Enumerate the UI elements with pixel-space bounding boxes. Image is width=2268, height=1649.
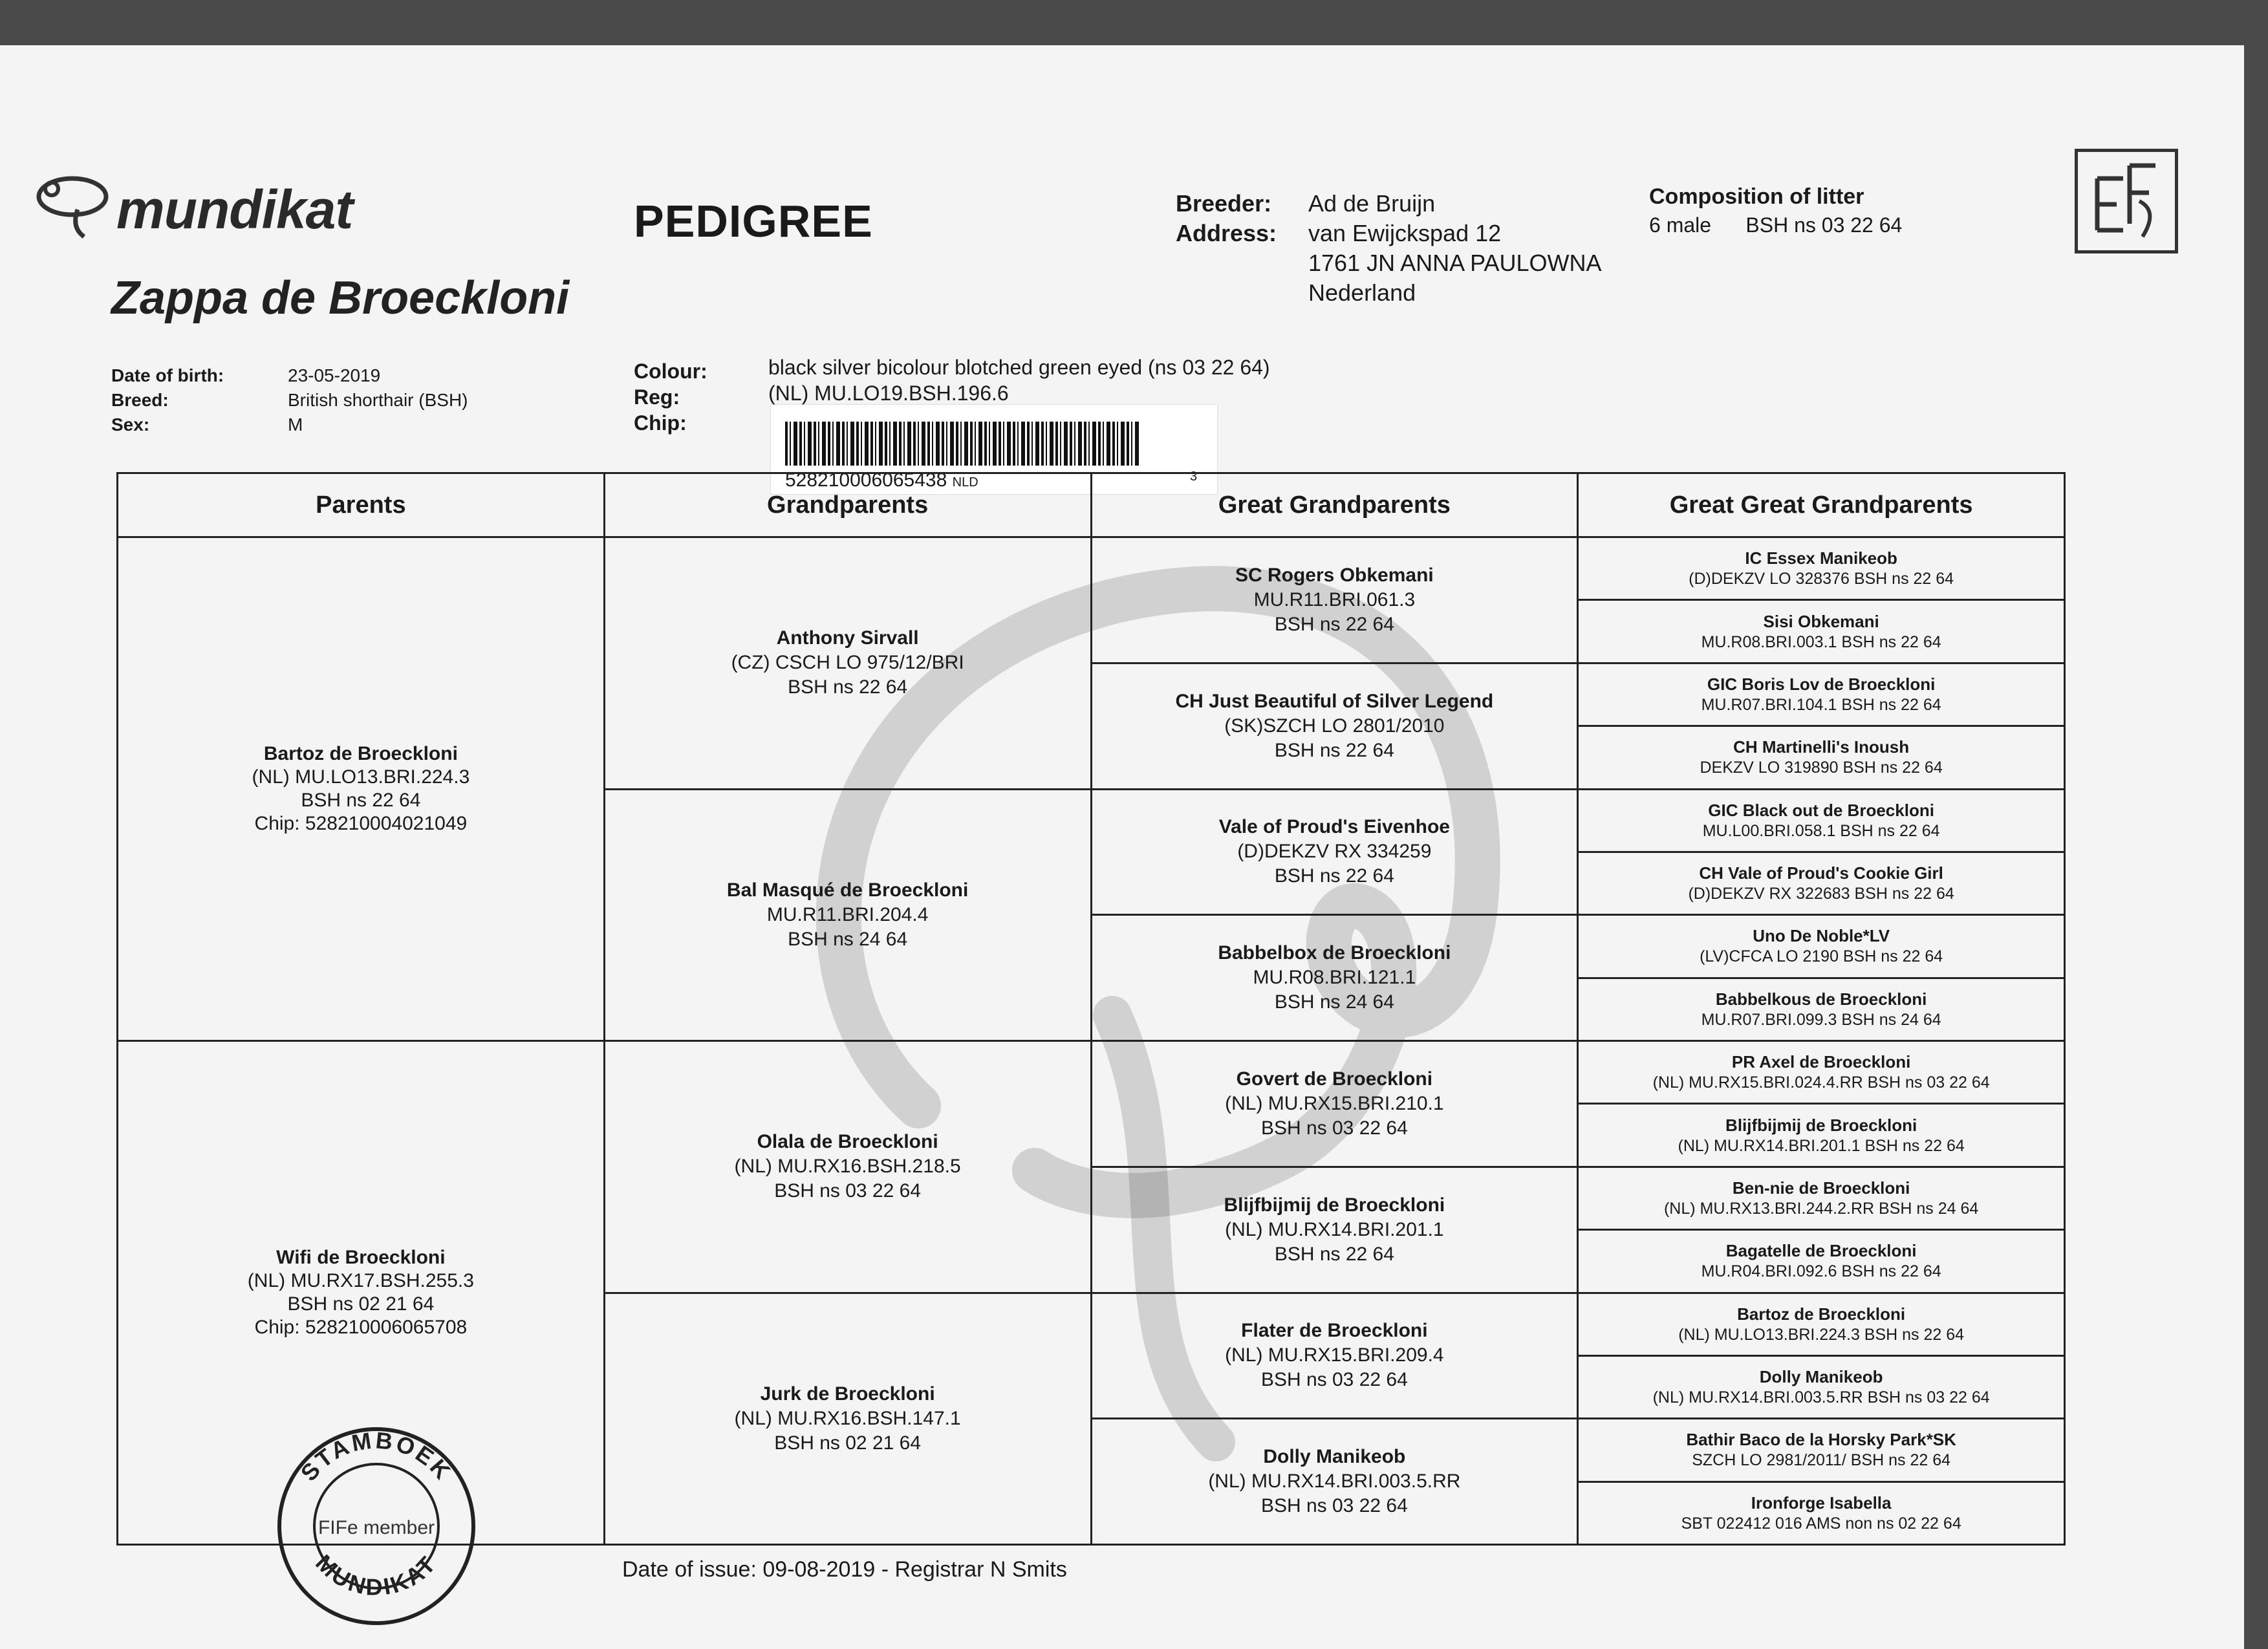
pedigree-row	[118, 537, 2065, 600]
great-great-grandparent-detail: SBT 022412 016 AMS non ns 02 22 64	[1681, 1514, 1961, 1533]
great-great-grandparent-name: Dolly Manikeob	[1759, 1367, 1883, 1387]
great-great-grandparent	[1578, 915, 2065, 978]
parent-detail: Chip: 528210004021049	[254, 813, 468, 834]
barcode	[785, 422, 1141, 466]
great-great-grandparent-detail: MU.R07.BRI.099.3 BSH ns 24 64	[1701, 1010, 1941, 1029]
grandparent-name: Jurk de Broeckloni	[760, 1383, 935, 1405]
great-great-grandparent-name: Ben-nie de Broeckloni	[1732, 1178, 1910, 1198]
litter-code: BSH ns 03 22 64	[1745, 213, 1903, 237]
great-great-grandparent-name: Babbelkous de Broeckloni	[1715, 989, 1927, 1009]
grandparent-detail: BSH ns 22 64	[788, 676, 908, 698]
great-great-grandparent-name: CH Martinelli's Inoush	[1733, 737, 1910, 757]
great-great-grandparent	[1578, 852, 2065, 914]
great-great-grandparent-detail: DEKZV LO 319890 BSH ns 22 64	[1700, 759, 1943, 777]
great-great-grandparent	[1578, 663, 2065, 726]
svg-text:STAMBOEK	[296, 1427, 458, 1486]
great-great-grandparent-name: PR Axel de Broeckloni	[1731, 1052, 1911, 1072]
parent-detail: (NL) MU.RX17.BSH.255.3	[247, 1270, 474, 1291]
chip-index: 3	[1190, 469, 1198, 484]
great-great-grandparent-name: GIC Black out de Broeckloni	[1708, 800, 1934, 820]
great-great-grandparent-name: Bagatelle de Broeckloni	[1725, 1241, 1917, 1261]
stamp-top-text: STAMBOEK	[295, 1427, 458, 1486]
grandparent-name: Bal Masqué de Broeckloni	[726, 879, 969, 901]
address-line: van Ewijckspad 12	[1308, 220, 1502, 246]
great-grandparent-detail: BSH ns 24 64	[1274, 991, 1394, 1013]
cat-name: Zappa de Broeckloni	[111, 272, 570, 324]
grandparent-detail: (CZ) CSCH LO 975/12/BRI	[731, 652, 964, 674]
great-great-grandparent	[1578, 1482, 2065, 1544]
stamp-center-text: FIFe member	[318, 1517, 435, 1538]
great-great-grandparent	[1578, 1041, 2065, 1104]
breeder-labels	[1176, 189, 1277, 248]
great-grandparent	[1091, 1419, 1578, 1545]
mouse-logo-icon	[32, 169, 116, 241]
great-grandparent-detail: (SK)SZCH LO 2801/2010	[1224, 715, 1445, 737]
great-grandparent	[1091, 1293, 1578, 1419]
great-grandparent-detail: BSH ns 22 64	[1274, 865, 1394, 887]
breeder-label: Breeder:	[1176, 190, 1272, 217]
great-great-grandparent-detail: (NL) MU.RX14.BRI.003.5.RR BSH ns 03 22 64	[1652, 1388, 1990, 1407]
grandparent-detail: (NL) MU.RX16.BSH.147.1	[734, 1407, 961, 1429]
great-great-grandparent-name: Blijfbijmij de Broeckloni	[1725, 1115, 1917, 1135]
svg-text:MUNDIKAT	[310, 1549, 442, 1600]
great-grandparent	[1091, 1041, 1578, 1167]
great-great-grandparent	[1578, 1293, 2065, 1355]
great-great-grandparent	[1578, 537, 2065, 600]
grandparent-name: Olala de Broeckloni	[757, 1131, 938, 1153]
parent-name: Bartoz de Broeckloni	[263, 743, 458, 764]
reg-label: Reg:	[634, 385, 680, 409]
parent	[118, 537, 605, 1041]
grandparent-detail: MU.R11.BRI.204.4	[766, 903, 929, 925]
great-grandparent-name: Flater de Broeckloni	[1241, 1320, 1428, 1342]
great-grandparent	[1091, 915, 1578, 1041]
reg-value: (NL) MU.LO19.BSH.196.6	[768, 382, 1009, 405]
great-great-grandparent-name: Uno De Noble*LV	[1753, 926, 1890, 946]
great-great-grandparent-name: Sisi Obkemani	[1763, 611, 1879, 631]
great-grandparent-detail: MU.R11.BRI.061.3	[1253, 588, 1416, 610]
great-grandparent-detail: BSH ns 03 22 64	[1260, 1117, 1408, 1139]
great-great-grandparent	[1578, 726, 2065, 789]
great-great-grandparent-detail: MU.R08.BRI.003.1 BSH ns 22 64	[1701, 632, 1941, 651]
breed-label: Breed:	[111, 390, 169, 410]
great-grandparent-detail: BSH ns 03 22 64	[1260, 1495, 1408, 1517]
great-great-grandparent-detail: MU.R04.BRI.092.6 BSH ns 22 64	[1701, 1262, 1941, 1281]
header-great-grandparents: Great Grandparents	[1091, 473, 1578, 537]
great-grandparent	[1091, 1167, 1578, 1293]
litter-title: Composition of litter	[1649, 184, 1864, 209]
great-great-grandparent-detail: (D)DEKZV LO 328376 BSH ns 22 64	[1689, 570, 1954, 588]
stamp-bottom-text: MUNDIKAT	[310, 1549, 442, 1600]
grandparent	[604, 1041, 1091, 1293]
great-grandparent-detail: (NL) MU.RX14.BRI.201.1	[1225, 1218, 1444, 1240]
great-great-grandparent	[1578, 978, 2065, 1040]
great-great-grandparent-detail: (NL) MU.LO13.BRI.224.3 BSH ns 22 64	[1678, 1325, 1965, 1344]
grandparent-name: Anthony Sirvall	[776, 627, 919, 649]
great-great-grandparent-detail: (D)DEKZV RX 322683 BSH ns 22 64	[1688, 885, 1954, 903]
great-great-grandparent-detail: MU.L00.BRI.058.1 BSH ns 22 64	[1702, 821, 1940, 840]
great-great-grandparent	[1578, 600, 2065, 663]
header-row	[118, 473, 2065, 537]
registration-values	[768, 354, 1270, 406]
great-grandparent-detail: BSH ns 22 64	[1274, 739, 1394, 761]
great-grandparent-name: Dolly Manikeob	[1263, 1446, 1406, 1468]
breeder-name: Ad de Bruijn	[1308, 190, 1436, 217]
great-grandparent-detail: (D)DEKZV RX 334259	[1237, 841, 1432, 863]
great-great-grandparent-name: Bathir Baco de la Horsky Park*SK	[1686, 1430, 1956, 1450]
great-great-grandparent-name: Bartoz de Broeckloni	[1737, 1304, 1906, 1324]
great-grandparent-detail: (NL) MU.RX14.BRI.003.5.RR	[1208, 1471, 1461, 1493]
great-grandparent-name: SC Rogers Obkemani	[1235, 564, 1434, 586]
pedigree-sheet	[0, 45, 2244, 1649]
grandparent	[604, 1293, 1091, 1545]
great-great-grandparent	[1578, 789, 2065, 852]
great-great-grandparent-name: Ironforge Isabella	[1751, 1493, 1892, 1513]
stamboek-stamp	[273, 1423, 480, 1630]
parent-detail: (NL) MU.LO13.BRI.224.3	[252, 766, 470, 788]
great-great-grandparent-detail: MU.R07.BRI.104.1 BSH ns 22 64	[1701, 695, 1941, 714]
sex-value: M	[288, 415, 303, 435]
colour-value: black silver bicolour blotched green eyed (ns 03 22 64)	[768, 356, 1270, 379]
great-grandparent-detail: (NL) MU.RX15.BRI.209.4	[1225, 1344, 1444, 1366]
great-grandparent-name: Blijfbijmij de Broeckloni	[1224, 1194, 1445, 1216]
litter-composition	[1649, 182, 1902, 239]
dob-value: 23-05-2019	[288, 365, 381, 385]
grandparent-detail: BSH ns 03 22 64	[774, 1180, 922, 1202]
document-title: PEDIGREE	[634, 196, 873, 246]
great-grandparent-detail: BSH ns 22 64	[1274, 613, 1394, 635]
great-grandparent	[1091, 789, 1578, 915]
parent-name: Wifi de Broeckloni	[276, 1247, 446, 1268]
great-great-grandparent	[1578, 1230, 2065, 1293]
grandparent	[604, 537, 1091, 790]
address-line: Nederland	[1308, 279, 1416, 306]
great-great-grandparent-name: GIC Boris Lov de Broeckloni	[1707, 674, 1936, 694]
great-great-grandparent	[1578, 1167, 2065, 1229]
cat-info-labels	[111, 363, 224, 437]
great-great-grandparent-detail: SZCH LO 2981/2011/ BSH ns 22 64	[1692, 1451, 1951, 1470]
great-grandparent-name: Govert de Broeckloni	[1236, 1068, 1433, 1090]
great-great-grandparent-detail: (NL) MU.RX14.BRI.201.1 BSH ns 22 64	[1678, 1136, 1965, 1155]
pedigree-row	[118, 1041, 2065, 1104]
great-grandparent-name: Babbelbox de Broeckloni	[1218, 942, 1451, 964]
great-grandparent-name: CH Just Beautiful of Silver Legend	[1175, 690, 1494, 712]
pedigree-table	[116, 472, 2066, 1546]
grandparent-detail: BSH ns 02 21 64	[774, 1432, 922, 1454]
great-great-grandparent	[1578, 1355, 2065, 1418]
chip-number-value: 528210006065438	[785, 469, 947, 491]
header-great-great-grandparents: Great Great Grandparents	[1578, 473, 2065, 537]
grandparent	[604, 789, 1091, 1041]
registration-labels	[634, 358, 707, 436]
fife-logo-icon	[2075, 149, 2178, 253]
mundikat-logo	[32, 122, 433, 238]
great-great-grandparent-name: CH Vale of Proud's Cookie Girl	[1699, 863, 1943, 883]
great-grandparent	[1091, 663, 1578, 789]
issue-date: Date of issue: 09-08-2019 - Registrar N Smits	[622, 1557, 1067, 1582]
chip-country: NLD	[952, 475, 978, 490]
breed-value: British shorthair (BSH)	[288, 390, 468, 410]
chip-label: Chip:	[634, 411, 687, 435]
great-great-grandparent-detail: (NL) MU.RX13.BRI.244.2.RR BSH ns 24 64	[1663, 1199, 1979, 1218]
dob-label: Date of birth:	[111, 365, 224, 385]
colour-label: Colour:	[634, 360, 707, 383]
great-grandparent	[1091, 537, 1578, 663]
address-line: 1761 JN ANNA PAULOWNA	[1308, 250, 1602, 276]
great-great-grandparent-name: IC Essex Manikeob	[1745, 548, 1897, 568]
great-grandparent-name: Vale of Proud's Eivenhoe	[1218, 816, 1450, 838]
great-great-grandparent	[1578, 1104, 2065, 1167]
logo-text: mundikat	[116, 179, 353, 240]
sex-label: Sex:	[111, 415, 150, 435]
parent-detail: Chip: 528210006065708	[254, 1317, 468, 1338]
header-grandparents: Grandparents	[604, 473, 1091, 537]
grandparent-detail: BSH ns 24 64	[788, 928, 908, 950]
great-great-grandparent-detail: (LV)CFCA LO 2190 BSH ns 22 64	[1700, 947, 1943, 966]
great-grandparent-detail: BSH ns 22 64	[1274, 1243, 1394, 1265]
great-grandparent-detail: (NL) MU.RX15.BRI.210.1	[1225, 1092, 1444, 1114]
header-parents: Parents	[118, 473, 605, 537]
great-grandparent-detail: MU.R08.BRI.121.1	[1253, 967, 1416, 989]
parent-detail: BSH ns 02 21 64	[287, 1293, 435, 1315]
parent-detail: BSH ns 22 64	[301, 790, 421, 811]
breeder-values	[1308, 189, 1602, 308]
litter-count: 6 male	[1649, 213, 1712, 237]
litter-row	[1649, 211, 1902, 239]
cat-info-values	[288, 363, 468, 437]
address-label: Address:	[1176, 220, 1277, 246]
great-great-grandparent	[1578, 1419, 2065, 1482]
grandparent-detail: (NL) MU.RX16.BSH.218.5	[734, 1156, 961, 1178]
great-grandparent-detail: BSH ns 03 22 64	[1260, 1369, 1408, 1391]
great-great-grandparent-detail: (NL) MU.RX15.BRI.024.4.RR BSH ns 03 22 64	[1652, 1073, 1990, 1092]
